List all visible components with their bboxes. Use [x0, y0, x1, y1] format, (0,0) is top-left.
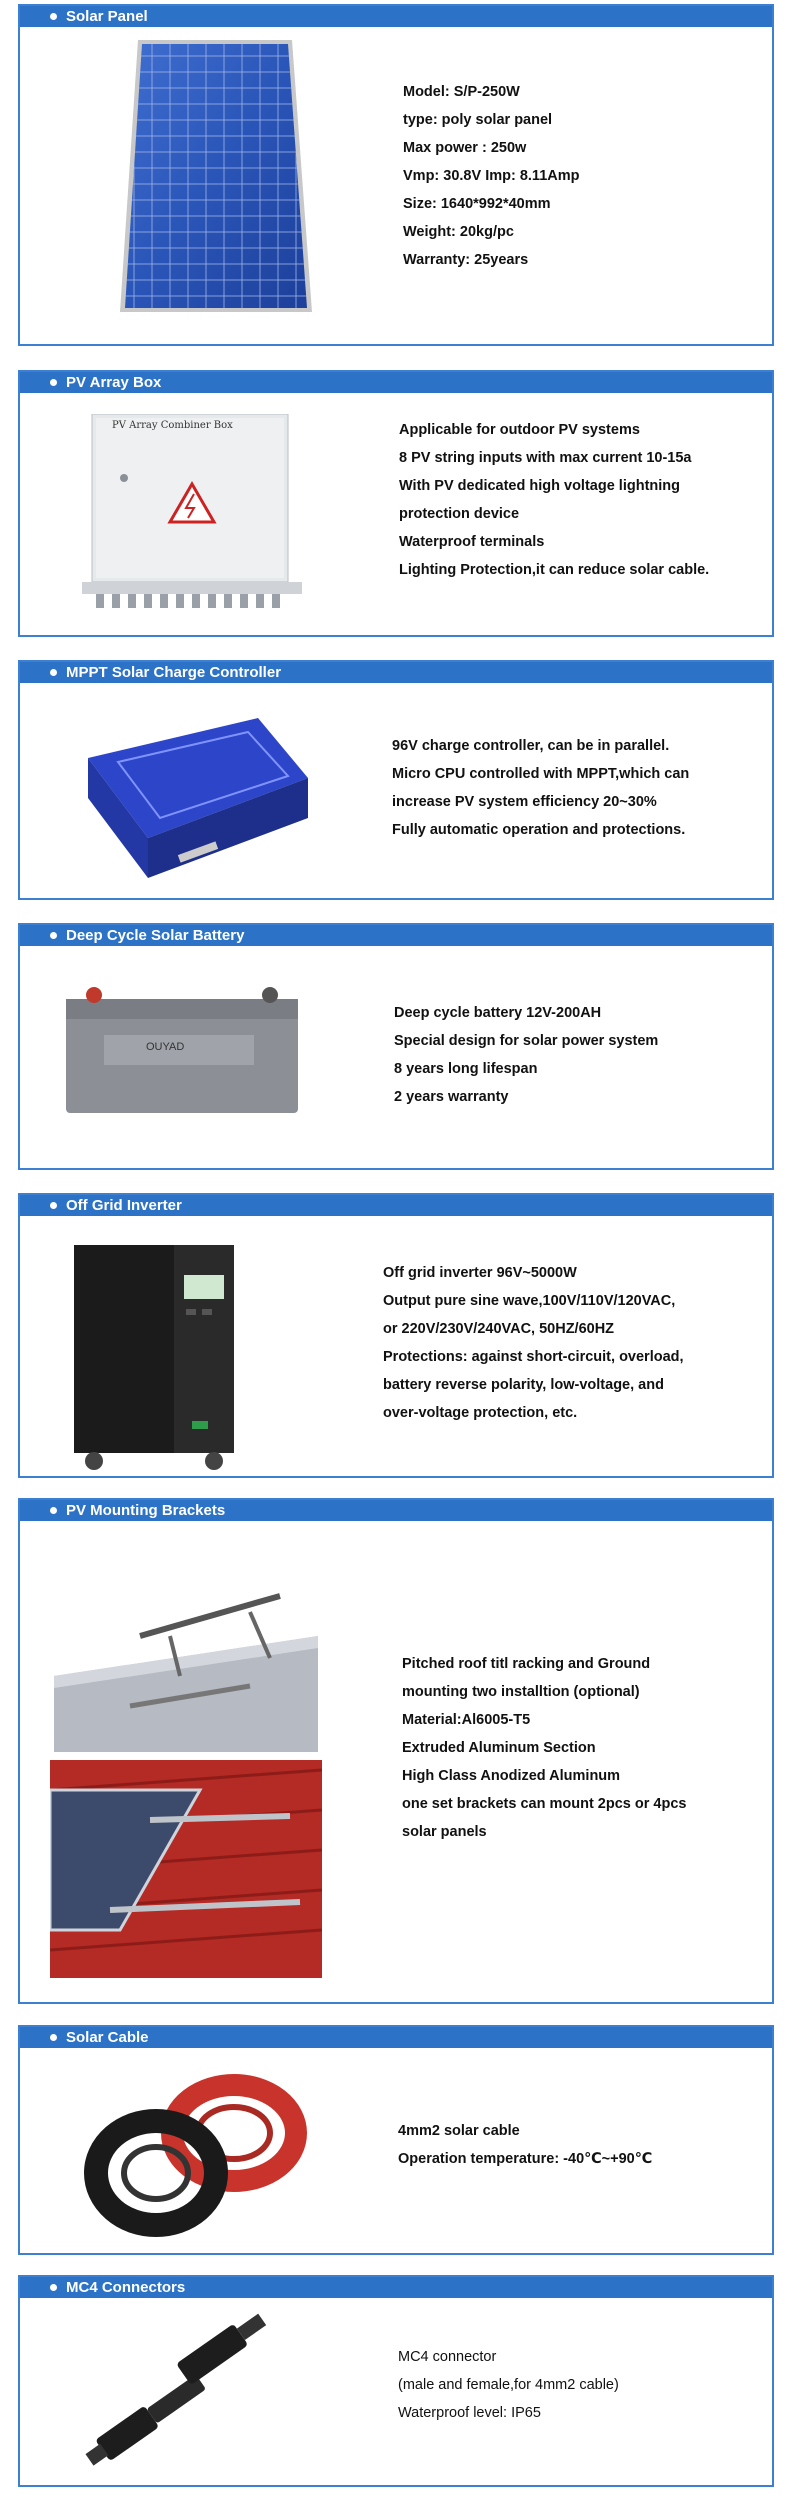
spec-line: type: poly solar panel: [403, 112, 553, 128]
spec-line: High Class Anodized Aluminum: [402, 1768, 621, 1784]
section-title: Solar Panel: [66, 8, 148, 25]
mc4-connector-image: [66, 2313, 296, 2481]
spec-line: Model: S/P-250W: [403, 84, 520, 100]
spec-line: 8 years long lifespan: [394, 1061, 538, 1077]
combiner-box-image: [82, 414, 302, 612]
bullet-icon: [50, 669, 57, 676]
section-header: [20, 2277, 772, 2298]
spec-line: Vmp: 30.8V Imp: 8.11Amp: [403, 168, 580, 184]
section-title: PV Mounting Brackets: [66, 1502, 226, 1519]
inverter-image: [64, 1245, 244, 1473]
solar-panel-image: [116, 40, 316, 316]
spec-list: [394, 999, 658, 1111]
spec-line: Protections: against short-circuit, overload,: [383, 1349, 684, 1365]
section-solar-cable: [18, 2025, 774, 2255]
spec-line: Micro CPU controlled with MPPT,which can: [392, 766, 690, 782]
section-title: MC4 Connectors: [66, 2279, 186, 2296]
spec-line: or 220V/230V/240VAC, 50HZ/60HZ: [383, 1321, 615, 1337]
bullet-icon: [50, 2284, 57, 2291]
spec-line: Waterproof level: IP65: [398, 2405, 541, 2421]
section-title: Deep Cycle Solar Battery: [66, 927, 245, 944]
spec-line: 2 years warranty: [394, 1089, 509, 1105]
section-header: [20, 662, 772, 683]
spec-line: Deep cycle battery 12V-200AH: [394, 1005, 602, 1021]
section-title: Off Grid Inverter: [66, 1197, 182, 1214]
spec-list: [403, 78, 579, 274]
spec-line: Extruded Aluminum Section: [402, 1740, 596, 1756]
spec-line: Size: 1640*992*40mm: [403, 196, 551, 212]
spec-line: Special design for solar power system: [394, 1033, 659, 1049]
bullet-icon: [50, 1202, 57, 1209]
bracket-tile-roof-image: [50, 1760, 322, 1978]
spec-line: battery reverse polarity, low-voltage, and: [383, 1377, 664, 1393]
spec-line: Output pure sine wave,100V/110V/120VAC,: [383, 1293, 676, 1309]
spec-line: Material:Al6005-T5: [402, 1712, 531, 1728]
box-label: PV Array Combiner Box: [112, 420, 233, 431]
bullet-icon: [50, 932, 57, 939]
spec-line: 4mm2 solar cable: [398, 2123, 520, 2139]
spec-line: protection device: [399, 506, 520, 522]
charge-controller-image: [68, 718, 316, 882]
spec-line: Fully automatic operation and protections.: [392, 822, 686, 838]
bullet-icon: [50, 1507, 57, 1514]
spec-list: [392, 732, 689, 844]
section-title: PV Array Box: [66, 374, 162, 391]
spec-list: [402, 1650, 686, 1846]
section-inverter: [18, 1193, 774, 1478]
bracket-roof-image: [50, 1576, 322, 1752]
spec-line: With PV dedicated high voltage lightning: [399, 478, 681, 494]
spec-list: [399, 416, 709, 584]
spec-line: Off grid inverter 96V~5000W: [383, 1265, 577, 1281]
spec-line: one set brackets can mount 2pcs or 4pcs: [402, 1796, 687, 1812]
section-header: [20, 925, 772, 946]
spec-line: Lighting Protection,it can reduce solar cable.: [399, 562, 710, 578]
spec-line: MC4 connector: [398, 2349, 497, 2365]
section-mc4-connectors: [18, 2275, 774, 2487]
section-title: MPPT Solar Charge Controller: [66, 664, 282, 681]
section-header: [20, 6, 772, 27]
spec-line: Weight: 20kg/pc: [403, 224, 514, 240]
spec-line: increase PV system efficiency 20~30%: [392, 794, 657, 810]
section-solar-panel: [18, 4, 774, 346]
section-header: [20, 1500, 772, 1521]
bullet-icon: [50, 13, 57, 20]
bullet-icon: [50, 2034, 57, 2041]
spec-line: solar panels: [402, 1824, 487, 1840]
spec-line: 96V charge controller, can be in parallel.: [392, 738, 670, 754]
spec-line: Applicable for outdoor PV systems: [399, 422, 640, 438]
spec-line: Pitched roof titl racking and Ground: [402, 1656, 651, 1672]
spec-line: Waterproof terminals: [399, 534, 545, 550]
bullet-icon: [50, 379, 57, 386]
spec-line: Warranty: 25years: [403, 252, 529, 268]
spec-list: [383, 1259, 684, 1427]
section-mppt-controller: [18, 660, 774, 900]
battery-image: [64, 985, 300, 1115]
spec-line: 8 PV string inputs with max current 10-15a: [399, 450, 692, 466]
spec-line: Max power : 250w: [403, 140, 527, 156]
section-header: [20, 1195, 772, 1216]
spec-list: [398, 2117, 652, 2173]
section-header: [20, 372, 772, 393]
spec-line: over-voltage protection, etc.: [383, 1405, 578, 1421]
spec-line: (male and female,for 4mm2 cable): [398, 2377, 619, 2393]
section-title: Solar Cable: [66, 2029, 149, 2046]
section-battery: [18, 923, 774, 1170]
spec-line: Operation temperature: -40℃~+90℃: [398, 2151, 653, 2167]
solar-cable-image: [84, 2063, 314, 2243]
battery-brand-label: OUYAD: [146, 1041, 185, 1053]
section-header: [20, 2027, 772, 2048]
section-brackets: [18, 1498, 774, 2004]
section-pv-array-box: [18, 370, 774, 637]
spec-list: [398, 2343, 619, 2427]
spec-line: mounting two installtion (optional): [402, 1684, 640, 1700]
